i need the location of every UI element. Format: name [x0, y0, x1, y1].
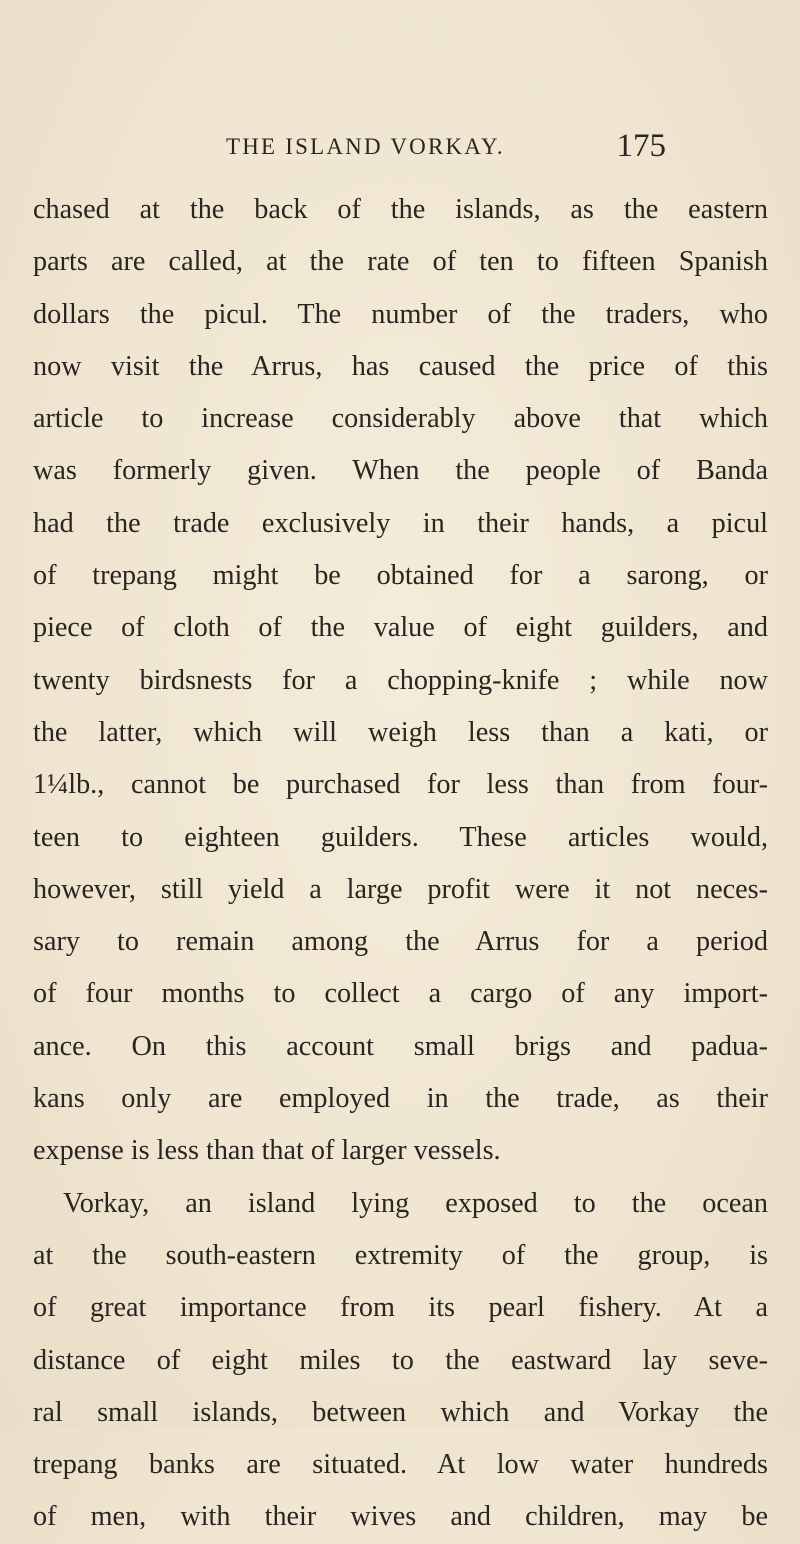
text-line: of great importance from its pearl fishery. At a [33, 1292, 768, 1324]
text-line: sary to remain among the Arrus for a period [33, 926, 768, 958]
paragraph-1 [33, 184, 768, 1178]
text-line: of men, with their wives and children, may be [33, 1501, 768, 1533]
text-line: had the trade exclusively in their hands, a picul [33, 507, 768, 539]
text-line: kans only are employed in the trade, as their [33, 1083, 768, 1115]
body-text [33, 184, 768, 1544]
text-line: distance of eight miles to the eastward lay seve- [33, 1344, 768, 1376]
text-line: 1¼lb., cannot be purchased for less than from four- [33, 769, 768, 801]
text-line: was formerly given. When the people of Banda [33, 455, 768, 487]
text-line: of trepang might be obtained for a sarong, or [33, 560, 768, 592]
text-line: dollars the picul. The number of the traders, who [33, 298, 768, 330]
text-line: ral small islands, between which and Vorkay the [33, 1396, 768, 1428]
text-line: expense is less than that of larger vessels. [33, 1135, 501, 1167]
text-line: ance. On this account small brigs and padua- [33, 1030, 768, 1062]
text-line: Vorkay, an island lying exposed to the ocean [63, 1187, 768, 1219]
paragraph-2 [33, 1178, 768, 1544]
text-line: at the south-eastern extremity of the group, is [33, 1239, 768, 1271]
page-header [226, 128, 666, 168]
text-line: chased at the back of the islands, as the eastern [33, 194, 768, 225]
text-line: now visit the Arrus, has caused the price of this [33, 350, 768, 382]
text-line: piece of cloth of the value of eight guilders, and [33, 612, 768, 644]
text-line: teen to eighteen guilders. These articles would, [33, 821, 768, 853]
running-head: THE ISLAND VORKAY. [226, 134, 505, 159]
text-line: article to increase considerably above that which [33, 403, 768, 435]
text-line: trepang banks are situated. At low water hundreds [33, 1449, 768, 1481]
text-line: twenty birdsnests for a chopping-knife ; while now [33, 664, 768, 696]
text-line: however, still yield a large profit were it not neces- [33, 873, 768, 905]
text-line: the latter, which will weigh less than a kati, or [33, 716, 768, 748]
page-number: 175 [616, 128, 666, 164]
text-line: parts are called, at the rate of ten to fifteen Spanish [33, 246, 768, 278]
text-line: of four months to collect a cargo of any import- [33, 978, 768, 1010]
